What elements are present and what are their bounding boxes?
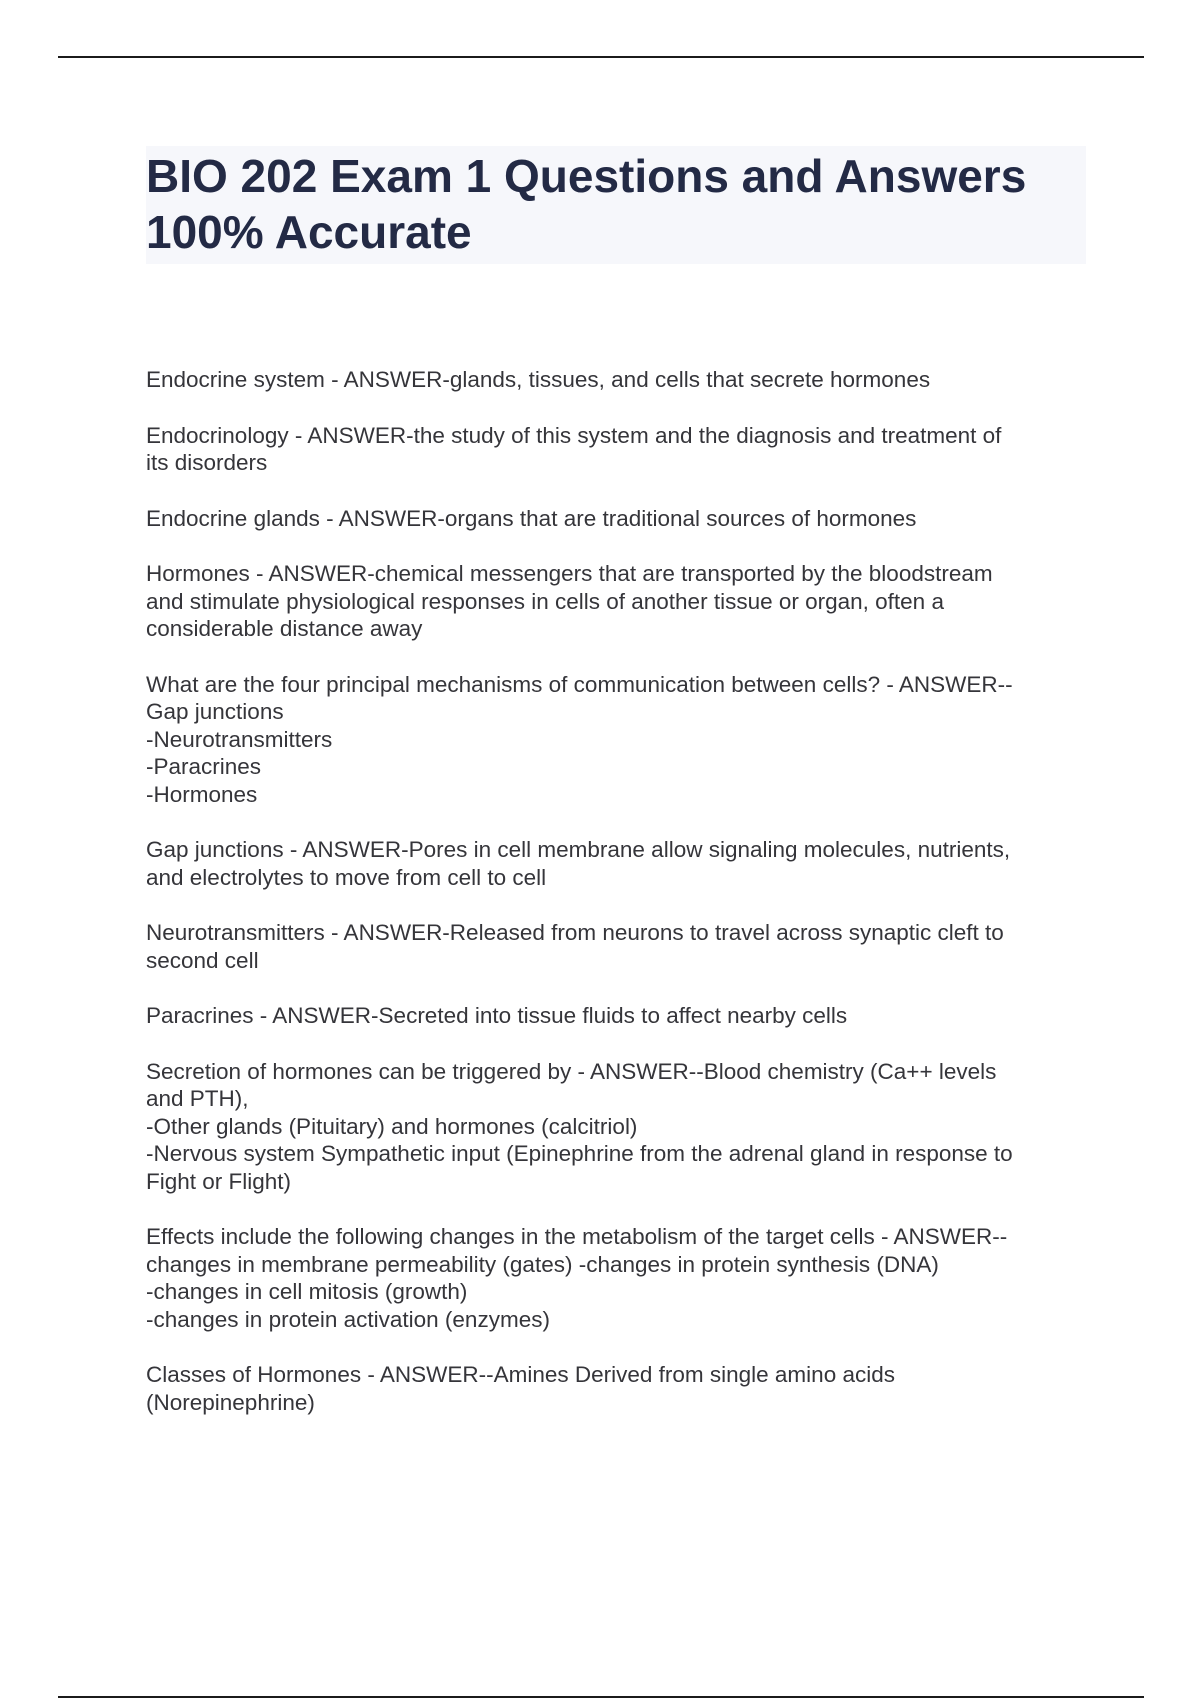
qa-entry [146,919,1086,974]
title-block [146,146,1086,264]
qa-entry-line: -Other glands (Pituitary) and hormones (calcitriol) [146,1113,638,1139]
qa-entry-line: Gap junctions [146,699,284,724]
qa-entry [146,1223,1086,1333]
qa-entry-line: changes in membrane permeability (gates) -changes in protein synthesis (DNA) [146,1251,939,1277]
qa-entry-line: Paracrines - ANSWER-Secreted into tissue fluids to affect nearby cells [146,1003,848,1028]
qa-entry-line: Secretion of hormones can be triggered by - ANSWER--Blood chemistry (Ca++ levels [146,1058,997,1084]
qa-entry [146,422,1086,477]
qa-entry [146,366,1086,394]
qa-entry-line: Fight or Flight) [146,1168,292,1194]
qa-entry-line: its disorders [146,450,268,475]
qa-entry-line: and stimulate physiological responses in cells of another tissue or organ, often a [146,588,944,614]
qa-entry-line: -Paracrines [146,754,262,779]
qa-entry-line: Endocrine system - ANSWER-glands, tissues, and cells that secrete hormones [146,367,931,392]
qa-entry [146,1361,1086,1416]
qa-entry-line: Gap junctions - ANSWER-Pores in cell membrane allow signaling molecules, nutrients, [146,837,1011,862]
qa-entry-line: Hormones - ANSWER-chemical messengers that are transported by the bloodstream [146,561,993,586]
qa-entry-line: considerable distance away [146,616,423,641]
qa-entry-line: (Norepinephrine) [146,1389,315,1415]
qa-entry [146,1002,1086,1030]
bottom-rule [58,1696,1144,1698]
qa-entry-line: Neurotransmitters - ANSWER-Released from neurons to travel across synaptic cleft to [146,920,1004,945]
qa-entry-line: -changes in protein activation (enzymes) [146,1306,550,1332]
qa-entry-line: What are the four principal mechanisms of communication between cells? - ANSWER-- [146,671,1013,697]
document-title [146,146,1086,264]
qa-entry-line: -changes in cell mitosis (growth) [146,1279,468,1304]
top-rule [58,56,1144,58]
qa-entry-line: Endocrine glands - ANSWER-organs that are traditional sources of hormones [146,505,917,531]
qa-entry-line: second cell [146,947,259,973]
qa-entry [146,560,1086,643]
qa-entry-line: Classes of Hormones - ANSWER--Amines Derived from single amino acids [146,1362,895,1387]
title-line-1: BIO 202 Exam 1 Questions and Answers [146,150,1027,202]
qa-entry-line: -Neurotransmitters [146,726,333,752]
qa-entry-line: Effects include the following changes in the metabolism of the target cells - ANSWER-- [146,1224,1008,1249]
qa-entry-line: -Hormones [146,781,258,807]
qa-entry-line: and electrolytes to move from cell to cell [146,864,547,890]
qa-entry [146,671,1086,809]
qa-entry-line: and PTH), [146,1086,249,1111]
title-line-2: 100% Accurate [146,206,472,258]
qa-entry [146,836,1086,891]
qa-entry [146,1058,1086,1196]
qa-list [146,366,1086,1444]
qa-entry-line: Endocrinology - ANSWER-the study of this system and the diagnosis and treatment of [146,422,1002,448]
qa-entry-line: -Nervous system Sympathetic input (Epinephrine from the adrenal gland in response to [146,1141,1013,1166]
qa-entry [146,505,1086,533]
